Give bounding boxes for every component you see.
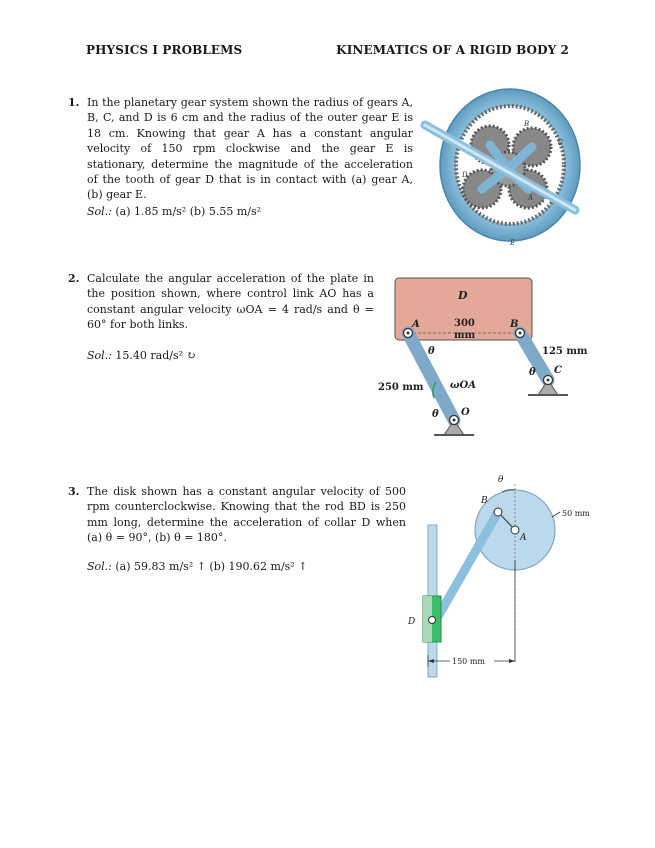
- point-a-label: A: [520, 533, 527, 543]
- solution-prefix: Sol.:: [87, 205, 112, 218]
- header-topic-title: KINEMATICS OF A RIGID BODY 2: [336, 43, 569, 57]
- gear-b-label: B: [524, 120, 530, 128]
- gear-d-label: D: [462, 171, 468, 179]
- solution-prefix: Sol.:: [87, 560, 112, 573]
- length-ao-label: 250 mm: [378, 382, 424, 393]
- point-d-label: D: [408, 617, 416, 627]
- solution-value: (a) 1.85 m/s² (b) 5.55 m/s²: [115, 205, 262, 218]
- problem-number: 2.: [68, 272, 80, 285]
- header-course-title: PHYSICS I PROBLEMS: [86, 43, 243, 57]
- problem-text: In the planetary gear system shown the radius of gears A, B, C, and D is 6 cm and the radius of the outer gear E is 18 cm. Knowing that gear A has a constant angular velocity of 150 rpm clockwise and the gear E is stationary, determine the magnitude of the acceleration of the tooth of gear D that is in contact with (a) gear A, (b) gear E.: [87, 96, 413, 202]
- width-unit: mm: [454, 330, 476, 341]
- radius-label: 50 mm: [562, 509, 590, 518]
- problem-text: The disk shown has a constant angular velocity of 500 rpm counterclockwise. Knowing that the rod BD is 250 mm long, determine the acceleration of collar D when (a) θ = 90°, (b) θ = 180°.: [87, 485, 406, 545]
- solution-3: [87, 560, 307, 573]
- solution-1: [87, 205, 261, 218]
- planetary-gear-figure: [420, 85, 590, 255]
- gear-a-label: A: [528, 194, 534, 202]
- theta-a-label: θ: [428, 346, 435, 357]
- point-c-label: C: [554, 365, 562, 376]
- plate-linkage-figure: [370, 270, 600, 445]
- problem-number: 3.: [68, 485, 80, 498]
- solution-value: (a) 59.83 m/s² ↑ (b) 190.62 m/s² ↑: [115, 560, 308, 573]
- disk-collar-figure: [400, 470, 600, 685]
- solution-value: 15.40 rad/s² ↻: [115, 349, 196, 362]
- problem-text: Calculate the angular acceleration of the plate in the position shown, where control link AO has a constant angular velocity ωOA = 4 rad/s and θ = 60° for both links.: [87, 272, 374, 332]
- solution-2: [87, 349, 196, 362]
- gear-c-label: C: [558, 139, 564, 147]
- theta-label: θ: [498, 475, 504, 485]
- theta-o-label: θ: [432, 409, 439, 420]
- point-a-label: A: [412, 319, 420, 330]
- plate-label: D: [458, 289, 468, 302]
- width-value: 300: [454, 318, 475, 329]
- length-bc-label: 125 mm: [542, 346, 588, 357]
- problem-3: [68, 484, 406, 546]
- theta-c-label: θ: [529, 367, 536, 378]
- problem-1: [68, 95, 413, 203]
- solution-prefix: Sol.:: [87, 349, 112, 362]
- omega-label: ωOA: [450, 380, 476, 391]
- problem-number: 1.: [68, 96, 80, 109]
- point-b-label: B: [481, 496, 488, 506]
- problem-2: [68, 271, 374, 333]
- point-o-label: O: [461, 407, 470, 418]
- offset-label: 150 mm: [452, 657, 485, 666]
- point-b-label: B: [510, 319, 519, 330]
- gear-e-label: E: [510, 239, 516, 247]
